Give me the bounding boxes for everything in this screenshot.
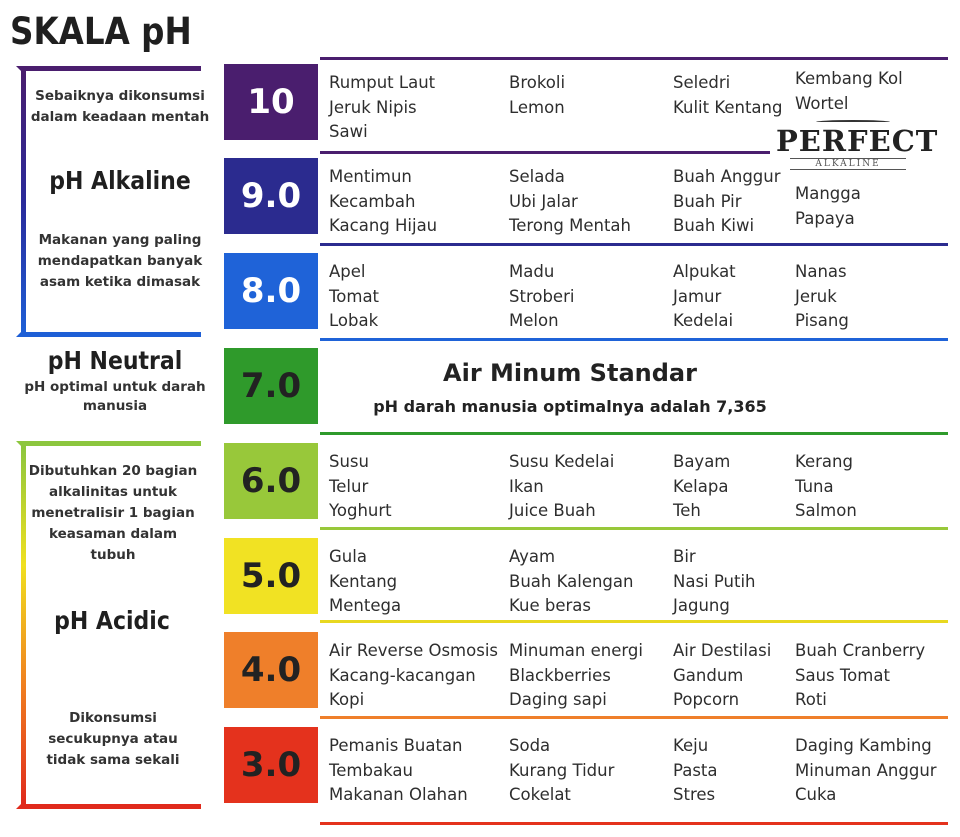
food-item: Buah Kiwi	[673, 216, 755, 235]
food-item: Kopi	[329, 690, 365, 709]
row-divider	[320, 338, 948, 341]
logo-sub: ALKALINE	[790, 158, 906, 170]
food-item: Daging Kambing	[795, 736, 932, 755]
food-item: Popcorn	[673, 690, 740, 709]
food-item: Keju	[673, 736, 709, 755]
row-divider	[320, 151, 770, 154]
food-item: Madu	[509, 262, 555, 281]
food-item: Susu Kedelai	[509, 452, 615, 471]
neutral-sub-text: pH darah manusia optimalnya adalah 7,365	[373, 397, 767, 416]
food-item: Kulit Kentang	[673, 97, 783, 117]
food-item: Teh	[673, 501, 701, 520]
food-item: Kentang	[329, 571, 398, 591]
ph-value-box: 9.0	[224, 158, 318, 234]
food-item: Selada	[509, 167, 565, 186]
food-item: Brokoli	[509, 73, 566, 92]
food-item: Salmon	[795, 501, 857, 520]
food-item: Papaya	[795, 208, 855, 228]
food-item: Jagung	[673, 596, 730, 615]
food-item: Makanan Olahan	[329, 785, 468, 804]
food-item: Jeruk	[795, 286, 837, 306]
food-item: Seledri	[673, 73, 731, 92]
food-item: Kelapa	[673, 476, 729, 496]
food-item: Gandum	[673, 665, 744, 685]
food-item: Yoghurt	[329, 501, 392, 520]
ph-value-box: 10	[224, 64, 318, 140]
food-item: Kue beras	[509, 596, 591, 615]
food-item: Buah Cranberry	[795, 641, 926, 660]
food-item: Soda	[509, 736, 551, 755]
row-divider	[320, 716, 948, 719]
food-item: Pasta	[673, 760, 718, 780]
acidic-top-note: Dibutuhkan 20 bagian alkalinitas untuk menetralisir 1 bagian keasaman dalam tubuh	[28, 463, 198, 563]
food-item: Pisang	[795, 311, 849, 330]
food-item: Mangga	[795, 184, 861, 203]
food-item: Ikan	[509, 476, 544, 496]
ph-value-box: 4.0	[224, 632, 318, 708]
alkaline-label: pH Alkaline	[49, 166, 191, 195]
food-item: Minuman Anggur	[795, 760, 937, 780]
food-item: Lobak	[329, 311, 379, 330]
food-item: Tomat	[329, 286, 380, 306]
alkaline-top-note: Sebaiknya dikonsumsi dalam keadaan mentah	[30, 88, 210, 125]
row-divider	[320, 432, 948, 435]
ph-value-box: 5.0	[224, 538, 318, 614]
row-divider	[320, 822, 948, 825]
food-item: Ubi Jalar	[509, 191, 578, 211]
food-item: Stres	[673, 785, 716, 804]
food-item: Jamur	[673, 286, 722, 306]
logo-word: PERFECT	[776, 124, 939, 158]
food-item: Terong Mentah	[509, 216, 632, 235]
food-item: Buah Kalengan	[509, 571, 634, 591]
food-item: Kacang-kacangan	[329, 665, 476, 685]
food-item: Alpukat	[673, 262, 736, 281]
food-item: Buah Anggur	[673, 167, 781, 186]
food-item: Tuna	[795, 476, 834, 496]
food-item: Bir	[673, 547, 696, 566]
food-item: Lemon	[509, 97, 565, 117]
food-item: Air Destilasi	[673, 641, 772, 660]
food-item: Cuka	[795, 785, 837, 804]
food-item: Susu	[329, 452, 369, 471]
row-divider	[320, 527, 948, 530]
food-item: Blackberries	[509, 665, 611, 685]
food-item: Rumput Laut	[329, 73, 436, 92]
page-title: SKALA pH	[10, 10, 192, 53]
row-divider	[320, 243, 948, 246]
row-divider	[320, 57, 948, 60]
food-item: Telur	[329, 476, 369, 496]
food-item: Bayam	[673, 452, 731, 471]
food-item: Mentega	[329, 596, 402, 615]
ph-value-box: 6.0	[224, 443, 318, 519]
food-item: Ayam	[509, 547, 556, 566]
food-item: Pemanis Buatan	[329, 736, 463, 755]
row-divider	[320, 620, 948, 623]
food-item: Stroberi	[509, 286, 575, 306]
ph-value-box: 7.0	[224, 348, 318, 424]
food-item: Wortel	[795, 93, 849, 113]
food-item: Juice Buah	[509, 501, 596, 520]
perfect-alkaline-logo	[776, 120, 939, 174]
food-item: Nasi Putih	[673, 571, 756, 591]
food-item: Nanas	[795, 262, 847, 281]
food-item: Kembang Kol	[795, 69, 903, 88]
neutral-main-text: Air Minum Standar	[443, 359, 697, 387]
food-item: Minuman energi	[509, 641, 643, 660]
food-item: Apel	[329, 262, 366, 281]
food-item: Saus Tomat	[795, 665, 890, 685]
acidic-bottom-note: Dikonsumsi secukupnya atau tidak sama sekali	[46, 710, 180, 768]
neutral-note: pH optimal untuk darah manusia	[24, 379, 206, 414]
acidic-label: pH Acidic	[54, 606, 170, 635]
food-item: Mentimun	[329, 167, 412, 186]
alkaline-bottom-note: Makanan yang paling mendapatkan banyak asam ketika dimasak	[37, 232, 203, 290]
food-item: Roti	[795, 690, 827, 709]
ph-value-box: 3.0	[224, 727, 318, 803]
food-item: Daging sapi	[509, 690, 607, 709]
food-item: Air Reverse Osmosis	[329, 641, 498, 660]
food-item: Jeruk Nipis	[329, 97, 417, 117]
neutral-label: pH Neutral	[47, 346, 183, 375]
food-item: Sawi	[329, 122, 368, 141]
food-item: Kedelai	[673, 311, 734, 330]
food-item: Gula	[329, 547, 367, 566]
food-item: Cokelat	[509, 785, 571, 804]
food-item: Kurang Tidur	[509, 760, 615, 780]
food-item: Kerang	[795, 452, 853, 471]
food-item: Kecambah	[329, 191, 416, 211]
food-item: Buah Pir	[673, 191, 742, 211]
food-item: Tembakau	[329, 760, 413, 780]
ph-value-box: 8.0	[224, 253, 318, 329]
food-item: Melon	[509, 311, 559, 330]
food-item: Kacang Hijau	[329, 216, 438, 235]
